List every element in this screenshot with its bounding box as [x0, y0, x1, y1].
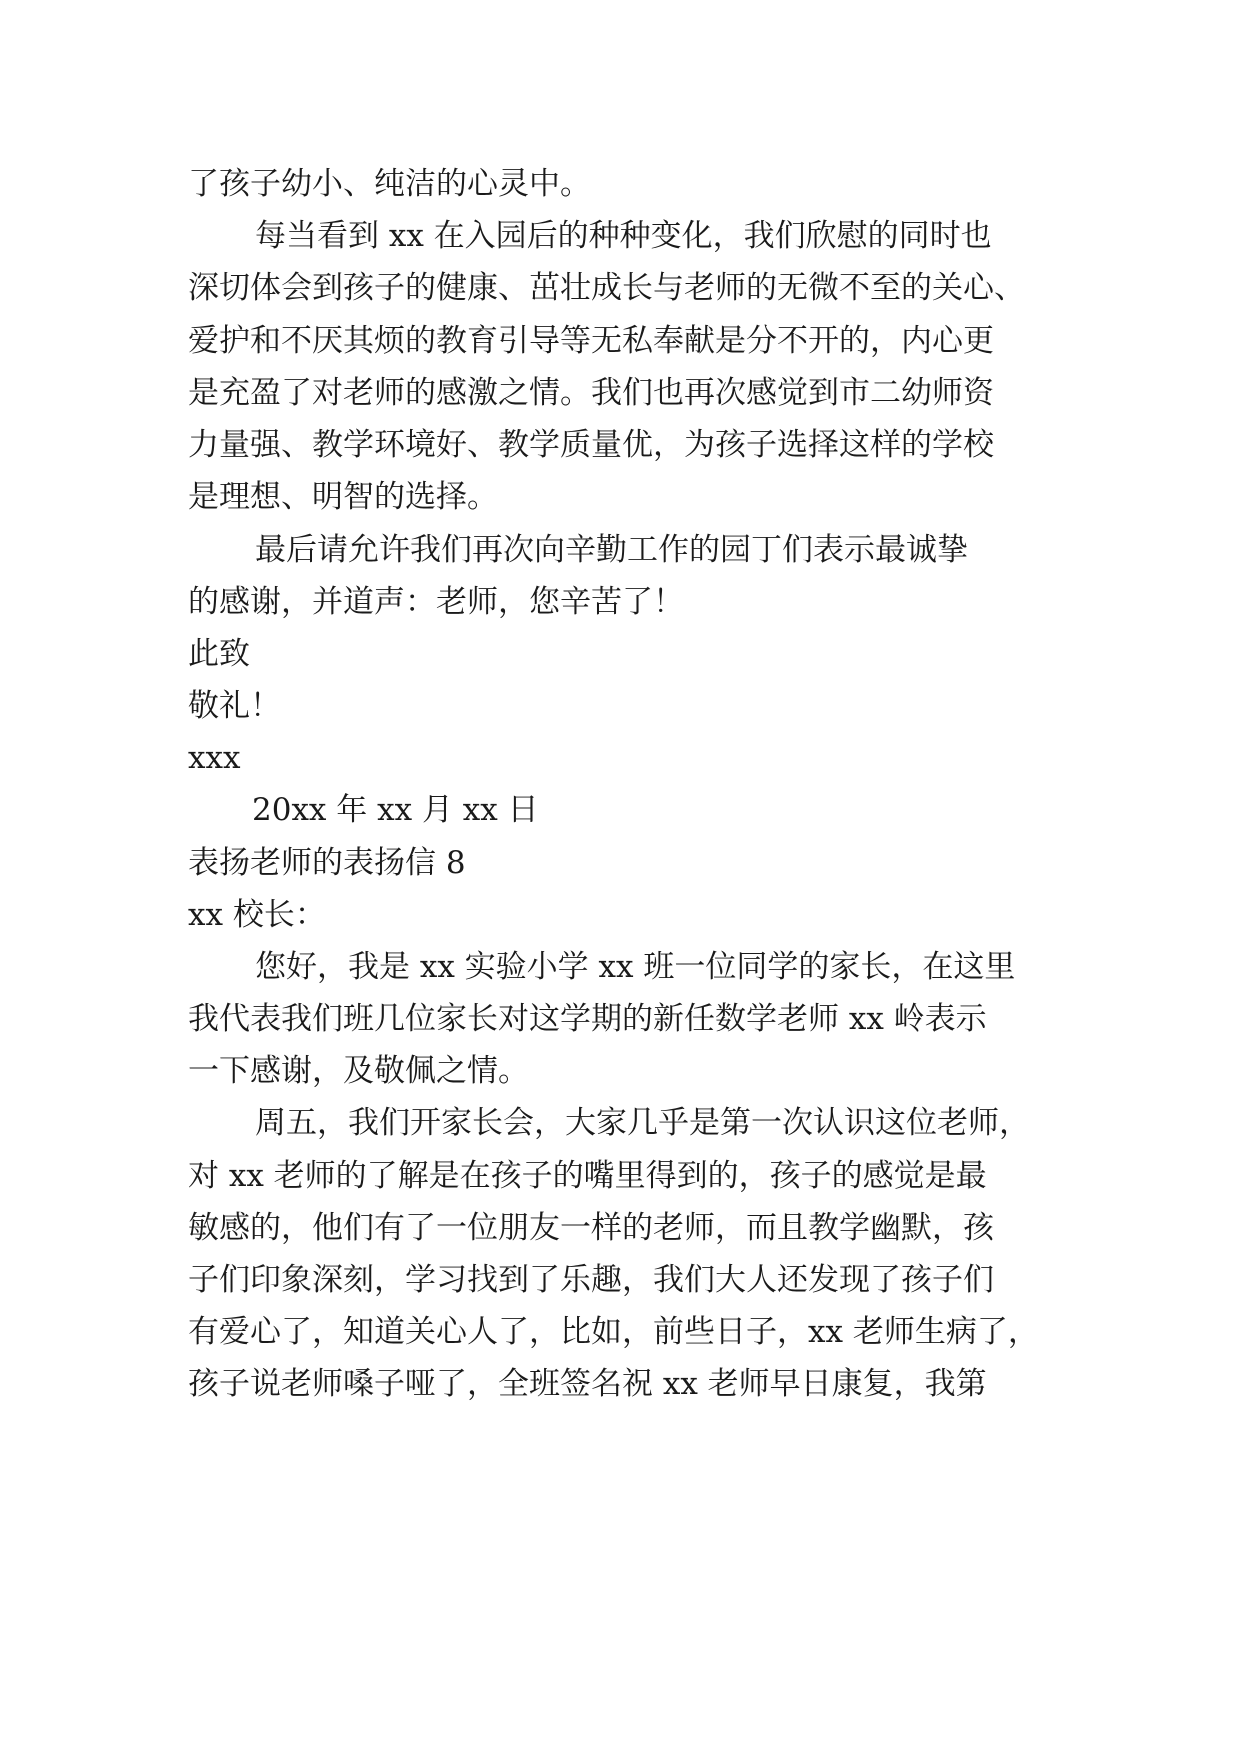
text-line: 爱护和不厌其烦的教育引导等无私奉献是分不开的，内心更	[188, 323, 994, 359]
paragraph-start-line: 您好，我是 xx 实验小学 xx 班一位同学的家长，在这里	[255, 949, 1016, 985]
section-heading: 表扬老师的表扬信 8	[188, 845, 466, 881]
text-line: 有爱心了，知道关心人了，比如，前些日子，xx 老师生病了，	[188, 1314, 1039, 1350]
signature-date: 20xx 年 xx 月 xx 日	[252, 792, 539, 828]
text-line: 一下感谢，及敬佩之情。	[188, 1053, 529, 1089]
letter-addressee: xx 校长：	[188, 897, 326, 933]
text-line: 是充盈了对老师的感激之情。我们也再次感觉到市二幼师资	[188, 375, 994, 411]
paragraph-start-line: 最后请允许我们再次向辛勤工作的园丁们表示最诚挚	[255, 532, 968, 568]
text-line: 孩子说老师嗓子哑了，全班签名祝 xx 老师早日康复，我第	[188, 1366, 987, 1402]
text-line: 对 xx 老师的了解是在孩子的嘴里得到的，孩子的感觉是最	[188, 1158, 987, 1194]
text-line: 子们印象深刻，学习找到了乐趣，我们大人还发现了孩子们	[188, 1262, 994, 1298]
paragraph-start-line: 每当看到 xx 在入园后的种种变化，我们欣慰的同时也	[255, 218, 992, 254]
text-line: 敏感的，他们有了一位朋友一样的老师，而且教学幽默，孩	[188, 1210, 994, 1246]
text-line: 力量强、教学环境好、教学质量优，为孩子选择这样的学校	[188, 427, 994, 463]
signature-name: xxx	[188, 740, 241, 776]
paragraph-start-line: 周五，我们开家长会，大家几乎是第一次认识这位老师，	[255, 1105, 1030, 1141]
text-line: 我代表我们班几位家长对这学期的新任数学老师 xx 岭表示	[188, 1001, 987, 1037]
text-line: 了孩子幼小、纯洁的心灵中。	[188, 166, 591, 202]
closing-salutation: 此致	[188, 636, 250, 672]
text-line: 深切体会到孩子的健康、茁壮成长与老师的无微不至的关心、	[188, 270, 1025, 306]
closing-regards: 敬礼！	[188, 688, 281, 724]
text-line: 是理想、明智的选择。	[188, 479, 498, 515]
text-line: 的感谢，并道声：老师，您辛苦了！	[188, 584, 684, 620]
